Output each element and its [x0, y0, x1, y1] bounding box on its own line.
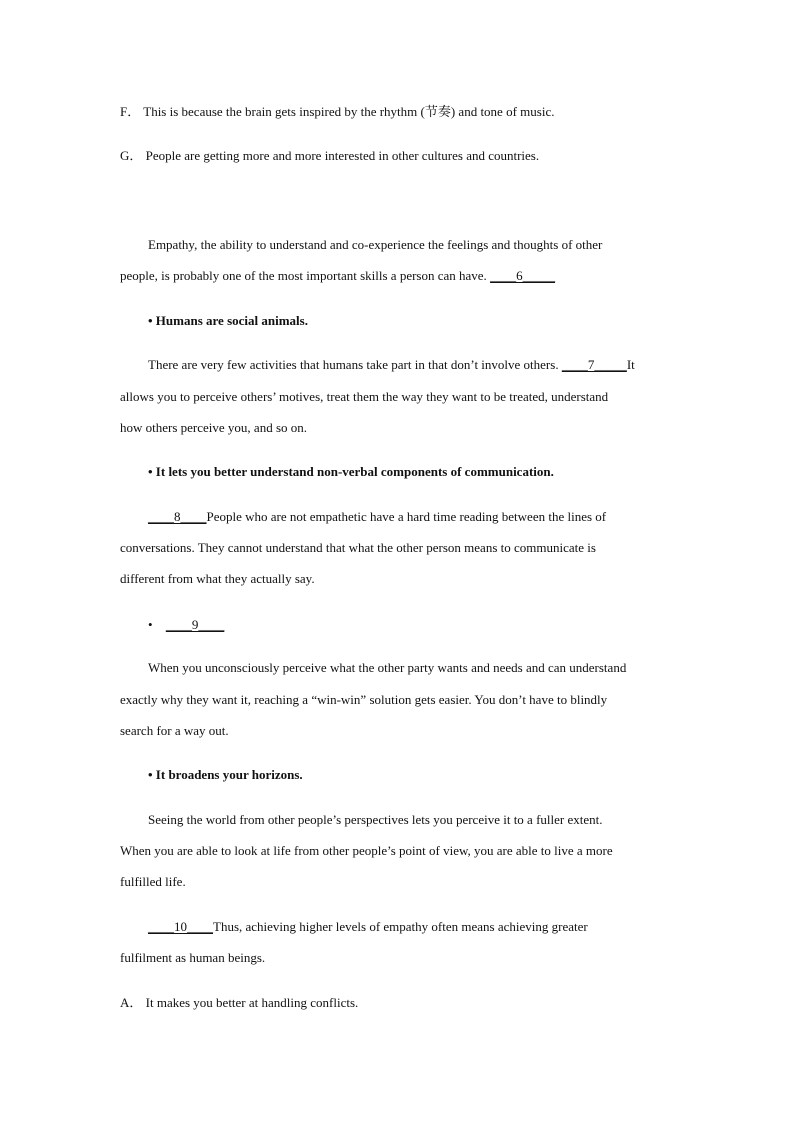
- paragraph-2-text: There are very few activities that humans take part in that don’t involve others.: [148, 357, 559, 372]
- blank-9: ____9____: [165, 617, 225, 632]
- paragraph-2-line-1: [148, 357, 708, 373]
- paragraph-1-line-2: [120, 268, 680, 284]
- paragraph-6-line-1: [148, 919, 708, 935]
- option-a-text: It makes you better at handling conflicts.: [145, 995, 359, 1010]
- paragraph-3-text: People who are not empathetic have a hard time reading between the lines of: [206, 509, 607, 524]
- paragraph-4-line-3: search for a way out.: [120, 723, 229, 738]
- option-g-text: People are getting more and more interested in other cultures and countries.: [145, 148, 540, 163]
- paragraph-5-line-2: When you are able to look at life from other people’s point of view, you are able to live a more: [120, 843, 613, 858]
- option-f-letter: F．: [120, 104, 141, 119]
- paragraph-3-line-2: conversations. They cannot understand that what the other person means to communicate is: [120, 540, 596, 555]
- blank-10: ____10____: [148, 919, 213, 934]
- paragraph-3-line-3: different from what they actually say.: [120, 571, 315, 586]
- option-f: [120, 104, 680, 120]
- option-g-letter: G．: [120, 148, 143, 163]
- paragraph-5-line-3: fulfilled life.: [120, 874, 186, 889]
- paragraph-4-line-1: When you unconsciously perceive what the other party wants and needs and can understand: [148, 660, 627, 675]
- heading-horizons: • It broadens your horizons.: [148, 767, 303, 782]
- paragraph-6-line-2: fulfilment as human beings.: [120, 950, 266, 965]
- option-a-letter: A．: [120, 995, 143, 1010]
- blank-6: ____6_____: [490, 268, 556, 283]
- blank-8: ____8____: [148, 509, 207, 524]
- paragraph-1-line-1: Empathy, the ability to understand and co-experience the feelings and thoughts of other: [148, 237, 603, 252]
- paragraph-2-line-1-end: It: [626, 357, 635, 372]
- option-g: [120, 148, 680, 164]
- heading-non-verbal: • It lets you better understand non-verbal components of communication.: [148, 464, 554, 479]
- heading-social-animals: • Humans are social animals.: [148, 313, 308, 328]
- paragraph-4-line-2: exactly why they want it, reaching a “win-win” solution gets easier. You don’t have to blindly: [120, 692, 608, 707]
- option-a: [120, 995, 680, 1011]
- bullet-9: [148, 617, 224, 633]
- paragraph-2-line-3: how others perceive you, and so on.: [120, 420, 308, 435]
- option-f-text: This is because the brain gets inspired by the rhythm (节奏) and tone of music.: [143, 104, 555, 119]
- bullet-9-dot: •: [148, 617, 153, 632]
- paragraph-6-text: Thus, achieving higher levels of empathy often means achieving greater: [213, 919, 588, 934]
- paragraph-5-line-1: Seeing the world from other people’s perspectives lets you perceive it to a fuller extent.: [148, 812, 603, 827]
- paragraph-2-line-2: allows you to perceive others’ motives, treat them the way they want to be treated, understand: [120, 389, 609, 404]
- paragraph-3-line-1: [148, 509, 708, 525]
- paragraph-1-text: people, is probably one of the most important skills a person can have.: [120, 268, 487, 283]
- blank-7: ____7_____: [561, 357, 627, 372]
